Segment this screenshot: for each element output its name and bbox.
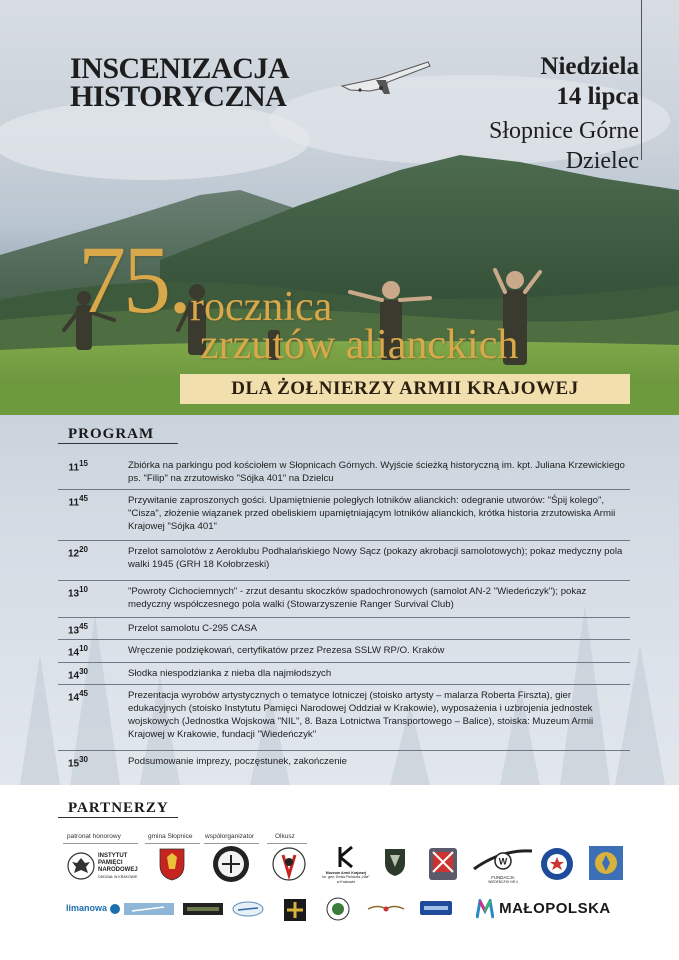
program-row-divider [58,639,630,640]
program-description: Przywitanie zaproszonych gości. Upamiętnienie poległych lotników alianckich: odegranie utworów: "Śpij kolego", "Cisza", złożenie wiązanek przed obeliskiem upamiętniającym lotników alianckich, krótka historia zrzutowiska Armii Krajowej "Sójka 401" [128,495,616,532]
eagle-emblem-icon [66,851,96,881]
program-time [0,545,88,559]
ipn-text-4: ODDZIAŁ W KRAKOWIE [98,875,138,879]
muzeum-text-2: im. gen. Emila Fieldorfa „Nila" [322,875,370,880]
label-gmina: gmina Słopnice [148,833,193,840]
program-description: Słodka niespodzianka z nieba dla najmłodszych [128,668,332,679]
ipn-text-2: PAMIĘCI [98,860,123,866]
program-row-divider [58,540,630,541]
program-description: Zbiórka na parkingu pod kościołem w Słopnicach Górnych. Wyjście ścieżką historyczną im. kpt. Juliana Krzewickiego ps. "Filip" na zrzutowisko "Sójka 401" na Dzielcu [128,460,625,484]
program-time [0,755,88,769]
program-description: Podsumowanie imprezy, poczęstunek, zakończenie [128,756,347,767]
program-time [0,622,88,636]
fundacja-text-2: WIEDEŃCZYK NR 4 [488,880,518,884]
program-row-divider [58,617,630,618]
event-place-2: Dzielec [565,148,639,174]
program-time-hour: 14 [67,670,80,682]
blue-round-badge-icon [540,847,574,881]
program-time [0,644,88,658]
label-wspol: współorganizator [205,833,255,840]
program-row-divider [58,489,630,490]
program-time-minutes: 30 [79,667,88,676]
program-time-hour: 11 [68,497,80,509]
wings-logo-icon [366,903,406,915]
program-time-hour: 13 [67,625,80,637]
fundacja-text-1: FUNDACJA [491,875,515,880]
event-title [70,52,290,113]
fundacja-wiedenczyk-logo [472,845,534,889]
airplane-icon [340,58,432,96]
muzeum-ak-logo [322,845,370,889]
program-time-hour: 13 [67,588,80,600]
ak-anchor-icon [336,845,356,869]
aeroclub-logo-icon [232,901,264,917]
label-wspol-line [204,843,259,844]
program-description: Przelot samolotu C-295 CASA [128,623,258,634]
event-place-1: Słopnice Górne [489,118,639,144]
squadron-badge-icon [428,847,458,881]
sky-banner-logo-icon [124,903,174,915]
event-title-line1: INSCENIZACJA [70,52,290,85]
program-time-hour: 15 [67,758,80,770]
program-time-minutes: 15 [79,459,88,468]
program-row-divider [58,684,630,685]
plane-swoosh-icon [472,845,534,875]
slopnice-coat-of-arms-icon [158,847,186,881]
olkusz-emblem-icon [272,845,306,883]
malopolska-m-icon [476,899,494,919]
program-time-minutes: 45 [79,494,88,503]
limanowa-logo [66,903,120,914]
anniversary-line1: rocznica [190,284,333,330]
svg-text:W: W [498,856,508,867]
ipn-text-3: NARODOWEJ [98,867,138,873]
muzeum-text-3: w Krakowie [336,879,356,884]
program-heading-underline [58,443,178,444]
program-time [0,459,88,473]
decorative-vertical-line [641,0,642,160]
program-description: Prezentacja wyrobów artystycznych o tematyce lotniczej (stoisko artysty – malarza Roberta Firszta), gier edukacyjnych (stoisko Instytutu Pamięci Narodowej Oddział w Krakowie), wyposażenia i uzbrojenia jednostek wojskowych (Jednostka Wojskowa "NIL", 8. Baza Lotnictwa Transportowego – Balice), stoiska: Muzeum Armii Krajowej w Krakowie, fundacji "Wiedeńczyk" [128,690,594,740]
hero-section [0,0,679,415]
program-time-minutes: 20 [79,545,88,554]
limanowa-dot-icon [110,904,120,914]
program-row-divider [58,580,630,581]
program-description: Wręczenie podziękowań, certyfikatów przez Prezesa SSLW RP/O. Kraków [128,645,445,656]
cross-emblem-icon [284,899,306,921]
program-description: Przelot samolotów z Aeroklubu Podhalańskiego Nowy Sącz (pokazy akrobacji samolotowych); pokaz medyczny pola walki 1945 (GRH 18 Kołobrzeski) [128,546,623,570]
event-title-line2: HISTORYCZNA [70,80,287,113]
program-description: "Powroty Cichociemnych" - zrzut desantu skoczków spadochronowych (samolot AN-2 "Wiedeńczyk"); pokaz medyczny współczesnego pola walki (Stowarzyszenie Ranger Survival Club) [128,586,587,610]
unit-square-emblem-icon [588,845,624,881]
label-olkusz: Olkusz [275,833,295,840]
program-time [0,494,88,508]
program-heading: PROGRAM [68,426,155,442]
label-patronat-line [63,843,138,844]
military-shield-icon [384,847,406,877]
ipn-logo [66,847,146,887]
ranger-club-logo-icon [183,903,223,915]
program-time-hour: 14 [67,692,80,704]
malopolska-logo [476,898,611,919]
event-date: 14 lipca [556,83,639,110]
program-section [0,415,679,785]
program-time-minutes: 10 [79,585,88,594]
program-time-hour: 14 [67,647,80,659]
anniversary-line2: zrzutów alianckich [200,322,519,368]
anniversary-number: 75. [78,226,189,333]
program-row-divider [58,750,630,751]
label-olkusz-line [267,843,307,844]
label-patronat: patronat honorowy [67,833,121,840]
blue-label-logo-icon [420,901,452,915]
event-date-place [489,52,639,176]
limanowa-text: limanowa [66,903,108,913]
program-time [0,667,88,681]
partners-section [0,785,679,960]
program-time [0,689,88,703]
program-row-divider [58,662,630,663]
partners-heading-underline [58,817,178,818]
program-time-minutes: 10 [79,644,88,653]
malopolska-text: MAŁOPOLSKA [499,900,611,917]
program-time-minutes: 45 [79,689,88,698]
subtitle-banner: DLA ŻOŁNIERZY ARMII KRAJOWEJ [180,374,630,404]
program-time-hour: 11 [68,462,80,474]
ipn-text-1: INSTYTUT [98,853,128,859]
program-time [0,585,88,599]
muzeum-text-1: Muzeum Armii Krajowej [325,871,367,875]
label-gmina-line [145,843,200,844]
program-time-minutes: 45 [79,622,88,631]
round-green-emblem-icon [326,897,350,921]
partners-heading: PARTNERZY [68,800,169,816]
event-day: Niedziela [540,53,639,80]
program-time-hour: 12 [67,548,80,560]
co-organizer-emblem-icon [212,845,250,883]
program-time-minutes: 30 [79,755,88,764]
